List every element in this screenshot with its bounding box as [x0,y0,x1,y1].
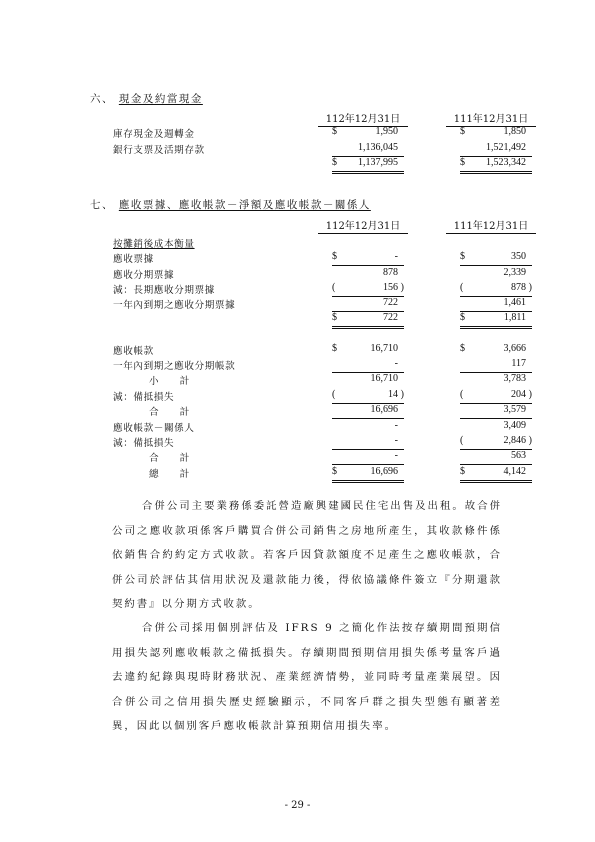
section7-row-label: 減：長期應收分期票據 [113,285,215,296]
amount-value: 117 [511,358,526,369]
amount-value: 3,579 [503,404,526,415]
section7-row-label: 總 計 [149,469,190,480]
section6-c2-cell [460,126,532,140]
section6-c2-cell [460,157,532,174]
amount-value: 1,521,492 [486,142,526,153]
amount-value: 1,137,995 [358,157,398,168]
section7-c2-cell [460,450,532,465]
section7-row-label: 減：備抵損失 [113,438,175,449]
section7-header-2023: 112年12月31日 [318,217,408,234]
section7-c1-cell [332,251,404,266]
section7-c1-cell [332,435,404,450]
section7-row-label: 應收票據 [113,254,154,265]
amount-value: - [394,435,398,446]
currency-or-paren-symbol: $ [332,312,337,323]
currency-or-paren-symbol: $ [332,343,337,354]
section7-heading [90,197,371,212]
section7-row-label: 應收帳款 [113,346,154,357]
currency-or-paren-symbol: $ [460,157,465,168]
amount-value: 4,142 [503,466,526,477]
section7-c2-cell [460,282,532,297]
amount-value: 16,696 [370,404,398,415]
currency-or-paren-symbol: ( [460,282,464,293]
section7-c2-cell [460,312,532,329]
section6-heading [90,91,203,106]
section7-title: 應收票據、應收帳款－淨額及應收帳款－關係人 [118,199,371,211]
amount-value: 722 [383,297,398,308]
amount-value: 1,811 [503,312,526,323]
section7-c1-cell [332,358,404,373]
page-number: - 29 - [284,800,311,811]
section7-row-label: 減：備抵損失 [113,392,175,403]
section7-c1-cell [332,466,404,483]
paragraph-receivables-policy: 合併公司主要業務係委託營造廠興建國民住宅出售及出租。故合併公司之應收款項係客戶購買合併公司銷售之房地所產生，其收款條件係依銷售合約約定方式收款。若客戶因貸款額度不足產生之應收帳款，合併公司於評估其信用狀況及還款能力後，得依協議條件簽立『分期還款契約書』以分期方式收款。 [112,500,502,610]
amount-value: 350 [511,251,526,262]
section7-row-label: 一年內到期之應收分期帳款 [113,361,236,372]
currency-or-paren-symbol: $ [460,312,465,323]
section7-row-label: 一年內到期之應收分期票據 [113,300,236,311]
section7-c2-cell [460,358,532,373]
section7-row-label: 應收分期票據 [113,270,175,281]
section7-c1-cell [332,312,404,329]
closing-paren: ) [528,389,532,400]
amount-value: - [394,420,398,431]
section6-header-2022: 111年12月31日 [446,110,536,127]
section7-c2-cell [460,466,532,483]
section7-c1-cell [332,373,404,387]
section6-c2-cell [460,142,532,157]
amount-value: 1,950 [375,126,398,137]
amount-value: 16,710 [370,343,398,354]
amount-value: 563 [511,450,526,461]
amount-value: 3,666 [503,343,526,354]
amount-value: 878 [511,282,526,293]
amount-value: - [394,450,398,461]
section7-header-2022: 111年12月31日 [446,217,536,234]
section7-c1-cell [332,297,404,312]
section7-c1-cell [332,267,404,281]
closing-paren: ) [528,282,532,293]
section7-c1-cell [332,450,404,465]
section6-header-2023: 112年12月31日 [318,110,408,127]
amount-value: 204 [511,389,526,400]
section6-c1-cell [332,142,404,157]
amount-value: 1,850 [503,126,526,137]
amount-value: 2,339 [503,267,526,278]
section7-c2-cell [460,251,532,266]
amount-value: 722 [383,312,398,323]
currency-or-paren-symbol: ( [460,435,464,446]
currency-or-paren-symbol: $ [460,126,465,137]
section7-c2-cell [460,389,532,404]
amount-value: 14 [388,389,398,400]
currency-or-paren-symbol: $ [460,466,465,477]
amount-value: - [394,358,398,369]
amount-value: 1,136,045 [358,142,398,153]
currency-or-paren-symbol: ( [460,389,464,400]
amount-value: 878 [383,267,398,278]
section6-c1-cell [332,157,404,174]
currency-or-paren-symbol: ( [332,282,336,293]
currency-or-paren-symbol: $ [332,157,337,168]
amount-value: 3,783 [503,373,526,384]
closing-paren: ) [528,435,532,446]
section7-c1-cell [332,282,404,297]
section7-c1-cell [332,420,404,434]
section7-c1-cell [332,389,404,404]
section7-row-label: 合 計 [149,407,190,418]
amount-value: 2,846 [503,435,526,446]
currency-or-paren-symbol: ( [332,389,336,400]
section7-c2-cell [460,267,532,281]
section7-subheading: 按攤銷後成本衡量 [113,239,195,250]
section6-number: 六、 [90,93,114,105]
section7-row-label: 合 計 [149,453,190,464]
section7-c2-cell [460,343,532,357]
currency-or-paren-symbol: $ [460,251,465,262]
currency-or-paren-symbol: $ [332,251,337,262]
amount-value: 1,461 [503,297,526,308]
amount-value: 16,696 [370,466,398,477]
amount-value: 16,710 [370,373,398,384]
section7-c2-cell [460,297,532,312]
section6-row-label: 庫存現金及週轉金 [113,129,195,140]
section7-c1-cell [332,404,404,419]
section6-c1-cell [332,126,404,140]
section6-row-label: 銀行支票及活期存款 [113,145,205,156]
section7-c2-cell [460,404,532,419]
amount-value: 156 [383,282,398,293]
closing-paren: ) [400,389,404,400]
section7-row-label: 應收帳款－關係人 [113,423,195,434]
section7-c1-cell [332,343,404,357]
section7-row-label: 小 計 [149,376,190,387]
section7-c2-cell [460,373,532,387]
currency-or-paren-symbol: $ [460,343,465,354]
amount-value: - [394,251,398,262]
currency-or-paren-symbol: $ [332,126,337,137]
section7-number: 七、 [90,199,114,211]
section7-c2-cell [460,420,532,434]
section6-title: 現金及約當現金 [118,93,203,105]
amount-value: 1,523,342 [486,157,526,168]
paragraph-credit-loss: 合併公司採用個別評估及 IFRS 9 之簡化作法按存續期間預期信用損失認列應收帳款之備抵損失。存續期間預期信用損失係考量客戶過去違約紀錄與現時財務狀況、產業經濟情勢，並同時考量產業展望。因合併公司之信用損失歷史經驗顯示，不同客戶群之損失型態有顯著差異，因此以個別客戶應收帳款計算預期信用損失率。 [112,622,502,732]
currency-or-paren-symbol: $ [332,466,337,477]
section7-c2-cell [460,435,532,450]
closing-paren: ) [400,282,404,293]
amount-value: 3,409 [503,420,526,431]
